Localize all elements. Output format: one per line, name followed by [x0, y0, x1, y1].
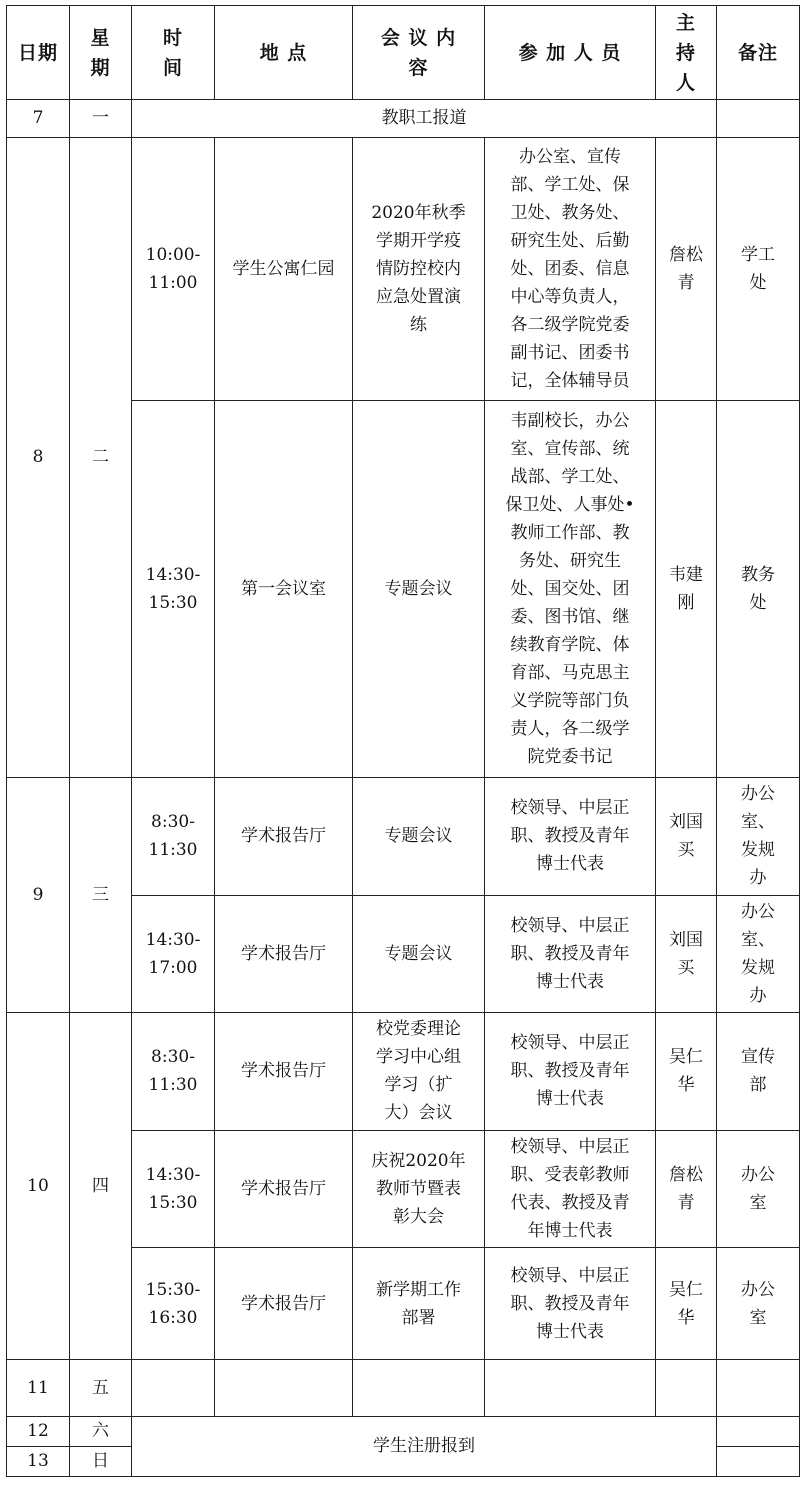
content-cell: 专题会议 [353, 895, 485, 1012]
weekday-cell: 三 [70, 778, 132, 1013]
participants-cell: 韦副校长，办公 室、宣传部、统 战部、学工处、 保卫处、人事处• 教师工作部、教 务处、研究生 处、国交处、团 委、图书馆、继 续教育学院、体 育部、马克思主 义学院等部门负 责人，各二级学 院党委书记 [485, 400, 656, 778]
header-row [7, 6, 800, 100]
participants-cell: 校领导、中层正 职、教授及青年 博士代表 [485, 778, 656, 895]
merged-note-cell: 学生注册报到 [132, 1416, 717, 1476]
remark-cell [717, 1416, 800, 1446]
content-cell [353, 1360, 485, 1416]
content-cell: 2020年秋季 学期开学疫 情防控校内 应急处置演 练 [353, 137, 485, 400]
header-time: 时 间 [132, 6, 215, 100]
weekday-cell: 四 [70, 1013, 132, 1360]
weekday-cell: 一 [70, 100, 132, 137]
place-cell: 学生公寓仁园 [215, 137, 353, 400]
time-cell: 15:30- 16:30 [132, 1247, 215, 1359]
header-date: 日期 [7, 6, 70, 100]
place-cell: 第一会议室 [215, 400, 353, 778]
date-cell: 8 [7, 137, 70, 778]
table-row [7, 1416, 800, 1446]
participants-cell: 校领导、中层正 职、教授及青年 博士代表 [485, 895, 656, 1012]
host-cell: 吴仁 华 [656, 1247, 717, 1359]
table-row [7, 100, 800, 137]
time-cell: 14:30- 17:00 [132, 895, 215, 1012]
weekday-cell: 六 [70, 1416, 132, 1446]
time-cell [132, 1360, 215, 1416]
content-cell: 新学期工作 部署 [353, 1247, 485, 1359]
host-cell: 詹松 青 [656, 1130, 717, 1247]
remark-cell [717, 100, 800, 137]
remark-cell: 宣传 部 [717, 1013, 800, 1130]
time-cell: 8:30- 11:30 [132, 778, 215, 895]
content-cell: 校党委理论 学习中心组 学习（扩 大）会议 [353, 1013, 485, 1130]
weekday-cell: 五 [70, 1360, 132, 1416]
host-cell: 刘国 买 [656, 895, 717, 1012]
place-cell [215, 1360, 353, 1416]
host-cell: 刘国 买 [656, 778, 717, 895]
participants-cell: 校领导、中层正 职、受表彰教师 代表、教授及青 年博士代表 [485, 1130, 656, 1247]
place-cell: 学术报告厅 [215, 778, 353, 895]
header-participants: 参 加 人 员 [485, 6, 656, 100]
place-cell: 学术报告厅 [215, 895, 353, 1012]
date-cell: 9 [7, 778, 70, 1013]
time-cell: 8:30- 11:30 [132, 1013, 215, 1130]
header-remark: 备注 [717, 6, 800, 100]
remark-cell: 学工 处 [717, 137, 800, 400]
host-cell [656, 1360, 717, 1416]
header-content: 会 议 内 容 [353, 6, 485, 100]
remark-cell: 办公 室 [717, 1130, 800, 1247]
remark-cell: 办公 室 [717, 1247, 800, 1359]
participants-cell: 办公室、宣传 部、学工处、保 卫处、教务处、 研究生处、后勤 处、团委、信息 中心等负责人， 各二级学院党委 副书记、团委书 记，全体辅导员 [485, 137, 656, 400]
place-cell: 学术报告厅 [215, 1247, 353, 1359]
remark-cell: 教务 处 [717, 400, 800, 778]
content-cell: 专题会议 [353, 778, 485, 895]
header-place: 地 点 [215, 6, 353, 100]
host-cell: 韦建 刚 [656, 400, 717, 778]
merged-note-cell: 教职工报道 [132, 100, 717, 137]
place-cell: 学术报告厅 [215, 1130, 353, 1247]
remark-cell [717, 1360, 800, 1416]
participants-cell: 校领导、中层正 职、教授及青年 博士代表 [485, 1247, 656, 1359]
content-cell: 专题会议 [353, 400, 485, 778]
remark-cell: 办公 室、 发规 办 [717, 778, 800, 895]
date-cell: 7 [7, 100, 70, 137]
table-row [7, 778, 800, 895]
remark-cell: 办公 室、 发规 办 [717, 895, 800, 1012]
time-cell: 10:00- 11:00 [132, 137, 215, 400]
place-cell: 学术报告厅 [215, 1013, 353, 1130]
date-cell: 10 [7, 1013, 70, 1360]
table-row [7, 1360, 800, 1416]
date-cell: 12 [7, 1416, 70, 1446]
date-cell: 13 [7, 1446, 70, 1476]
weekday-cell: 日 [70, 1446, 132, 1476]
content-cell: 庆祝2020年 教师节暨表 彰大会 [353, 1130, 485, 1247]
participants-cell [485, 1360, 656, 1416]
participants-cell: 校领导、中层正 职、教授及青年 博士代表 [485, 1013, 656, 1130]
remark-cell [717, 1446, 800, 1476]
weekday-cell: 二 [70, 137, 132, 778]
header-weekday: 星 期 [70, 6, 132, 100]
header-host: 主 持 人 [656, 6, 717, 100]
host-cell: 吴仁 华 [656, 1013, 717, 1130]
time-cell: 14:30- 15:30 [132, 1130, 215, 1247]
host-cell: 詹松 青 [656, 137, 717, 400]
table-row [7, 1013, 800, 1130]
date-cell: 11 [7, 1360, 70, 1416]
table-row [7, 137, 800, 400]
meeting-schedule-table [6, 5, 800, 1477]
time-cell: 14:30- 15:30 [132, 400, 215, 778]
